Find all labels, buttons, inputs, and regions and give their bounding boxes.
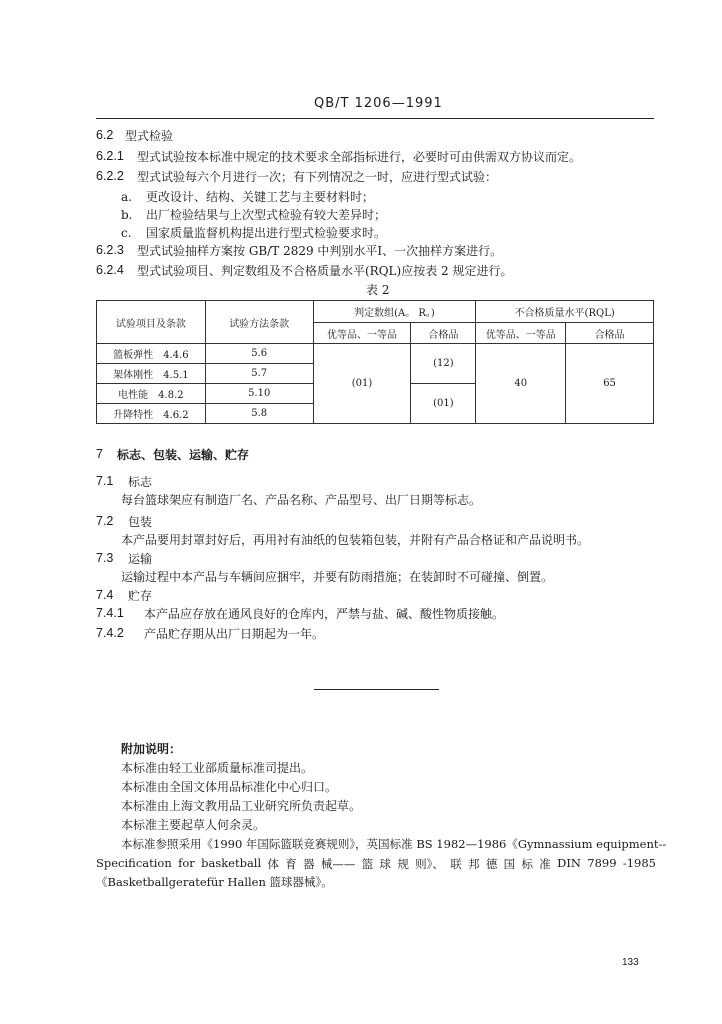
note-word: 7899 [587,856,617,870]
section-7-3-title: 运输 [128,552,153,566]
section-6-2-title: 型式检验 [125,129,174,143]
rql-pass-cell: 65 [566,344,654,424]
note-word: 篮 [361,857,374,871]
clause-6-2-4-number: 6.2.4 [96,263,124,277]
header-rule [96,118,654,119]
col-header-items: 试验项目及条款 [97,301,206,344]
item-b-text: 出厂检验结果与上次型式检验有较大差异时； [146,208,387,222]
note-word: 球 [379,857,392,871]
note-line: 本标准由上海文教用品工业研究所负责起草。 [121,799,362,813]
item-a-label: a. [121,190,132,204]
note-word: 邦 [468,857,480,871]
note-line: 本标准参照采用《1990 年国际篮联竞赛规则》，英国标准 BS 1982—1986《Gymnassium equipment-- [121,837,667,851]
sub-header-first-rql: 优等品、一等品 [476,323,566,344]
clause-6-2-3-number: 6.2.3 [96,243,124,257]
note-line: 本标准由轻工业部质量标准司提出。 [121,761,314,775]
item-c-text: 国家质量监督机构提出进行型式检验要求时。 [146,226,387,240]
table-caption: 表 2 [366,283,390,297]
judge-first-cell: (01) [313,344,411,424]
note-line: 本标准主要起草人何余灵。 [121,818,266,832]
note-word: Specification [96,856,172,870]
section-7-1-title: 标志 [128,475,153,489]
table-cell-item: 升降特性 4.6.2 [97,404,206,424]
section-7-2-text: 本产品要用封罩封好后，再用衬有油纸的包装箱包装，并附有产品合格证和产品说明书。 [121,533,590,547]
note-word: -1985 [622,856,656,870]
table-cell-item: 架体刚性 4.5.1 [97,364,206,384]
clause-6-2-2-text: 型式试验每六个月进行一次；有下列情况之一时，应进行型式试验： [137,170,498,184]
section-6-2-number: 6.2 [96,128,114,142]
clause-7-4-1-text: 本产品应存放在通风良好的仓库内，严禁与盐、碱、酸性物质接触。 [144,607,505,621]
judge-pass-cell-a: (12) [411,344,476,384]
col-header-judge: 判定数组(A。 R。) [313,301,476,323]
clause-7-4-1-number: 7.4.1 [96,606,124,620]
section-7-number: 7 [96,447,103,461]
note-line: 《Basketballgeratefür Hallen 篮球器械》。 [96,875,333,889]
note-word: 器 [303,857,315,871]
table-cell-method: 5.7 [205,364,313,384]
judge-pass-cell-b: (01) [411,384,476,424]
note-word: 准 [539,857,551,871]
col-header-rql: 不合格质量水平(RQL) [476,301,654,323]
clause-6-2-2-number: 6.2.2 [96,169,124,183]
table-cell-item: 篮板弹性 4.4.6 [97,344,206,364]
table-cell-item: 电性能 4.8.2 [97,384,206,404]
sub-header-pass-rql: 合格品 [566,323,654,344]
clause-6-2-4-text: 型式试验项目、判定数组及不合格质量水平(RQL)应按表 2 规定进行。 [137,264,513,278]
note-line: 本标准由全国文体用品标准化中心归口。 [121,780,338,794]
section-7-4-title: 贮存 [128,589,153,603]
note-word: 标 [521,857,533,871]
note-word: 德 [485,857,498,871]
sub-header-pass: 合格品 [411,323,476,344]
item-c-label: c. [121,226,132,240]
table-cell-method: 5.10 [205,384,313,404]
section-7-2-title: 包装 [128,515,153,529]
rql-first-cell: 40 [476,344,566,424]
note-word: 国 [503,857,516,871]
note-justified-line [96,856,656,872]
standard-code: QB/T 1206—1991 [314,96,443,111]
item-a-text: 更改设计、结构、关键工艺与主要材料时； [146,190,375,204]
section-7-title: 标志、包装、运输、贮存 [117,448,250,462]
section-7-4-number: 7.4 [96,588,114,602]
note-word: for [178,856,195,870]
table-cell-method: 5.8 [205,404,313,424]
note-word: 械—— [320,857,356,871]
end-divider [314,689,439,690]
notes-title: 附加说明： [121,742,182,756]
section-7-3-text: 运输过程中本产品与车辆间应捆牢，并要有防雨措施；在装卸时不可碰撞、倒置。 [121,570,554,584]
clause-7-4-2-number: 7.4.2 [96,626,124,640]
note-word: 育 [285,857,297,871]
note-word: DIN [557,856,581,870]
section-7-3-number: 7.3 [96,551,114,565]
sub-header-first: 优等品、一等品 [313,323,411,344]
section-7-1-text: 每台篮球架应有制造厂名、产品名称、产品型号、出厂日期等标志。 [121,493,482,507]
item-b-label: b. [121,208,133,222]
note-word: 体 [267,857,279,871]
note-word: 则》、 [415,857,444,871]
type-test-table [96,300,654,424]
clause-7-4-2-text: 产品贮存期从出厂日期起为一年。 [144,627,325,641]
section-7-1-number: 7.1 [96,474,114,488]
note-word: 规 [397,857,409,871]
page-number: 133 [622,957,639,968]
clause-6-2-1-number: 6.2.1 [96,149,124,163]
clause-6-2-3-text: 型式试验抽样方案按 GB/T 2829 中判别水平Ⅰ、一次抽样方案进行。 [137,244,503,258]
note-word: 联 [450,857,462,871]
section-7-2-number: 7.2 [96,514,114,528]
col-header-method: 试验方法条款 [205,301,313,344]
clause-6-2-1-text: 型式试验按本标准中规定的技术要求全部指标进行，必要时可由供需双方协议而定。 [137,150,582,164]
table-cell-method: 5.6 [205,344,313,364]
note-word: basketball [201,856,262,870]
